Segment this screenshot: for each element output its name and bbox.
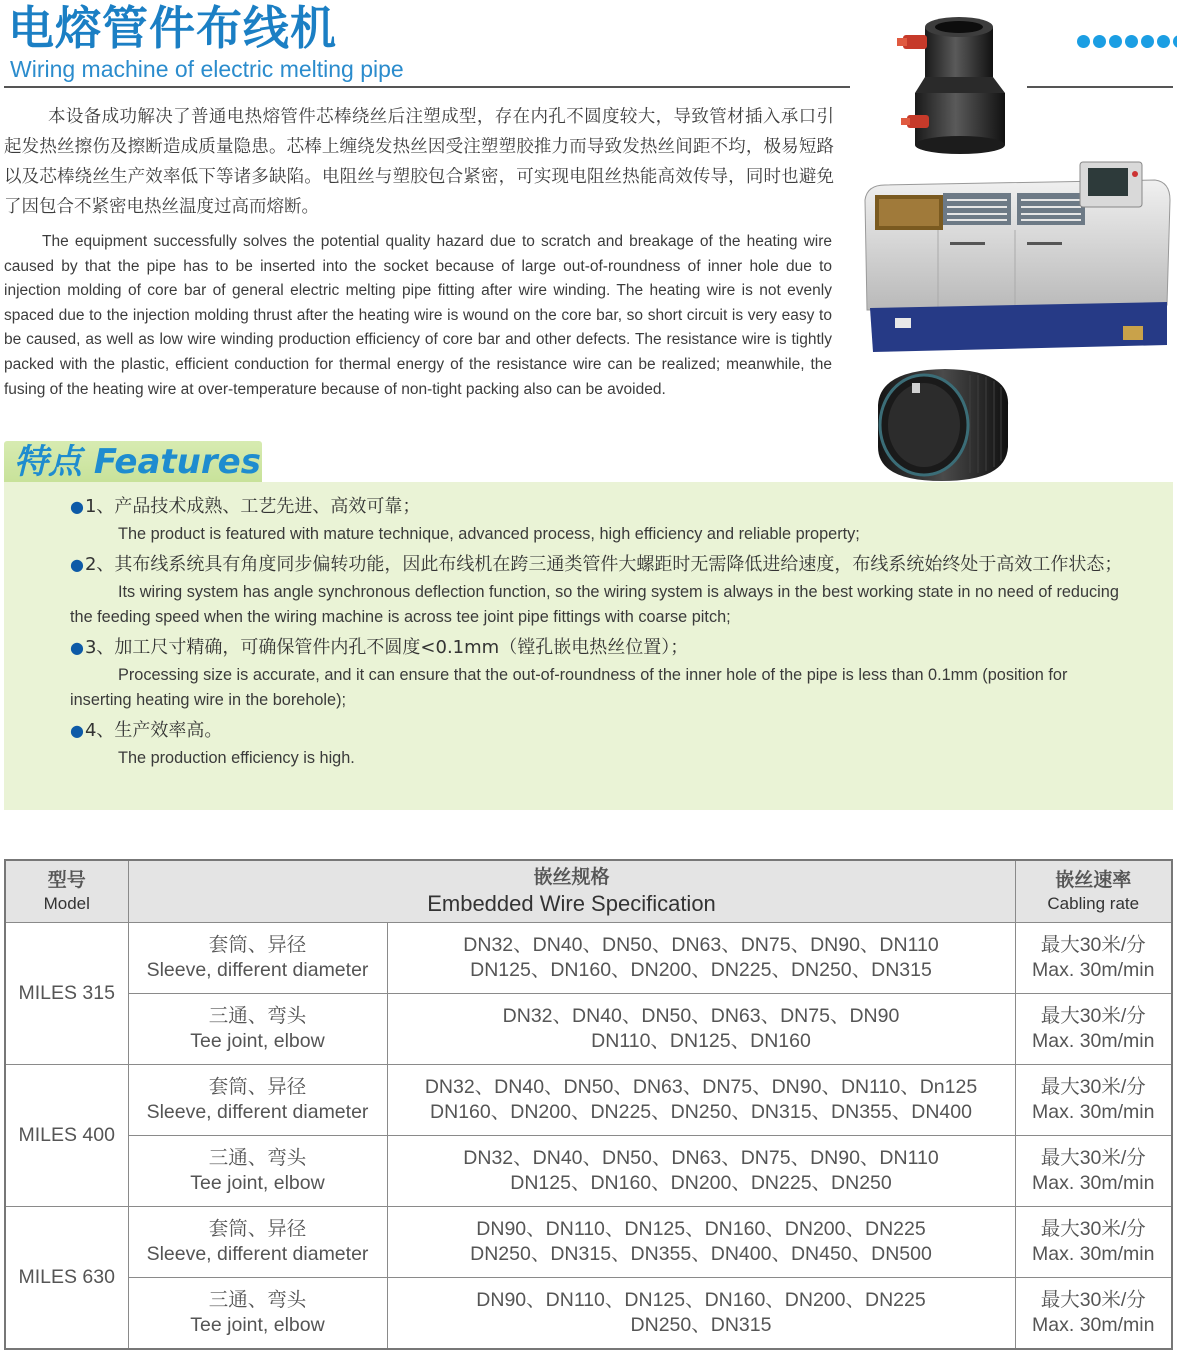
- page-subtitle: Wiring machine of electric melting pipe: [10, 56, 404, 82]
- header-divider-left: [4, 86, 850, 88]
- spec-cell: DN32、DN40、DN50、DN63、DN75、DN90、DN110 DN125、DN160、DN200、DN225、DN250: [387, 1136, 1015, 1207]
- spec-cell: DN90、DN110、DN125、DN160、DN200、DN225 DN250、DN315: [387, 1278, 1015, 1350]
- type-cell: 套筒、异径 Sleeve, different diameter: [128, 923, 387, 994]
- feature-text-cn: 3、加工尺寸精确，可确保管件内孔不圆度<0.1mm（镗孔嵌电热丝位置）；: [84, 636, 689, 658]
- bullet-icon: ●: [70, 497, 84, 516]
- rate-cell: 最大30米/分 Max. 30m/min: [1015, 1207, 1172, 1278]
- spec-cell: DN90、DN110、DN125、DN160、DN200、DN225 DN250、DN315、DN355、DN400、DN450、DN500: [387, 1207, 1015, 1278]
- feature-text-en: The production efficiency is high.: [118, 748, 355, 767]
- feature-text-en: Its wiring system has angle synchronous deflection function, so the wiring system is always in the best working state in no need of reducing the feeding speed when the wiring machine is across tee joint pipe fittings with coarse pitch;: [70, 582, 1119, 626]
- table-row: [5, 994, 1172, 1065]
- model-cell: MILES 400: [5, 1065, 128, 1207]
- feature-text-cn: 4、生产效率高。: [84, 719, 223, 741]
- bullet-icon: ●: [70, 637, 84, 657]
- table-header-row: [5, 860, 1172, 923]
- rate-cell: 最大30米/分 Max. 30m/min: [1015, 923, 1172, 994]
- spec-cell: DN32、DN40、DN50、DN63、DN75、DN90、DN110、Dn125 DN160、DN200、DN225、DN250、DN315、DN355、DN400: [387, 1065, 1015, 1136]
- feature-text-en: Processing size is accurate, and it can ensure that the out-of-roundness of the inner hole of the pipe is less than 0.1mm (position for inserting heating wire in the borehole);: [70, 665, 1068, 709]
- rate-cell: 最大30米/分 Max. 30m/min: [1015, 1136, 1172, 1207]
- feature-item: [70, 633, 1130, 714]
- page-title: 电熔管件布线机: [8, 1, 337, 55]
- feature-text-cn: 2、其布线系统具有角度同步偏转功能，因此布线机在跨三通类管件大螺距时无需降低进给速度，布线系统始终处于高效工作状态；: [84, 553, 1123, 575]
- feature-text-cn: 1、产品技术成熟、工艺先进、高效可靠；: [84, 496, 421, 517]
- table-row: [5, 1278, 1172, 1350]
- feature-item: [70, 492, 1130, 548]
- table-row: [5, 923, 1172, 994]
- bullet-icon: ●: [70, 554, 84, 574]
- spec-cell: DN32、DN40、DN50、DN63、DN75、DN90、DN110 DN125、DN160、DN200、DN225、DN250、DN315: [387, 923, 1015, 994]
- rate-cell: 最大30米/分 Max. 30m/min: [1015, 1278, 1172, 1350]
- pipe-fitting-image: [895, 5, 1015, 155]
- header-model: 型号 Model: [5, 860, 128, 923]
- dot-icon: [1093, 35, 1106, 48]
- dot-icon: [1141, 35, 1154, 48]
- spec-cell: DN32、DN40、DN50、DN63、DN75、DN90 DN110、DN125、DN160: [387, 994, 1015, 1065]
- features-title: 特点 Features: [14, 442, 261, 482]
- feature-item: [70, 550, 1130, 631]
- rate-cell: 最大30米/分 Max. 30m/min: [1015, 1065, 1172, 1136]
- dot-icon: [1125, 35, 1138, 48]
- bullet-icon: ●: [70, 720, 84, 740]
- wiring-machine-image: [855, 160, 1173, 358]
- dot-icon: [1077, 35, 1090, 48]
- type-cell: 三通、弯头 Tee joint, elbow: [128, 994, 387, 1065]
- rate-cell: 最大30米/分 Max. 30m/min: [1015, 994, 1172, 1065]
- model-cell: MILES 630: [5, 1207, 128, 1350]
- dot-icon: [1109, 35, 1122, 48]
- header-divider-right: [1027, 86, 1173, 88]
- decorative-dots: [1077, 35, 1177, 48]
- table-row: [5, 1136, 1172, 1207]
- table-row: [5, 1207, 1172, 1278]
- intro-paragraph-en: The equipment successfully solves the potential quality hazard due to scratch and breakage of the heating wire caused by that the pipe has to be inserted into the socket because of large out-of-roundness of inner hole due to injection molding of core bar of general electric melting pipe fitting after wire winding. The heating wire is not evenly spaced due to the injection molding thrust after the heating wire is wound on the core bar, so short circuit is very easy to be caused, as well as low wire winding production efficiency of core bar and other defects. The resistance wire is tightly packed with the plastic, efficient conduction for thermal energy of the resistance wire can be realized; meanwhile, the fusing of the heating wire at over-temperature because of non-tight packing also can be avoided.: [4, 233, 832, 398]
- model-cell: MILES 315: [5, 923, 128, 1065]
- type-cell: 三通、弯头 Tee joint, elbow: [128, 1278, 387, 1350]
- table-row: [5, 1065, 1172, 1136]
- type-cell: 套筒、异径 Sleeve, different diameter: [128, 1207, 387, 1278]
- dot-icon: [1173, 35, 1177, 48]
- dot-icon: [1157, 35, 1170, 48]
- coil-ring-image: [870, 365, 1015, 485]
- type-cell: 三通、弯头 Tee joint, elbow: [128, 1136, 387, 1207]
- feature-text-en: The product is featured with mature technique, advanced process, high efficiency and reliable property;: [118, 525, 860, 543]
- type-cell: 套筒、异径 Sleeve, different diameter: [128, 1065, 387, 1136]
- header-spec: 嵌丝规格 Embedded Wire Specification: [128, 860, 1015, 923]
- header-rate: 嵌丝速率 Cabling rate: [1015, 860, 1172, 923]
- intro-paragraph-cn: 本设备成功解决了普通电热熔管件芯棒绕丝后注塑成型，存在内孔不圆度较大，导致管材插入承口引起发热丝擦伤及擦断造成质量隐患。芯棒上缠绕发热丝因受注塑塑胶推力而导致发热丝间距不均，极易短路以及芯棒绕丝生产效率低下等诸多缺陷。电阻丝与塑胶包合紧密，可实现电阻丝热能高效传导，同时也避免了因包合不紧密电热丝温度过高而熔断。: [4, 107, 834, 217]
- features-list: [70, 492, 1130, 773]
- feature-item: [70, 716, 1130, 772]
- spec-table: [4, 859, 1173, 1350]
